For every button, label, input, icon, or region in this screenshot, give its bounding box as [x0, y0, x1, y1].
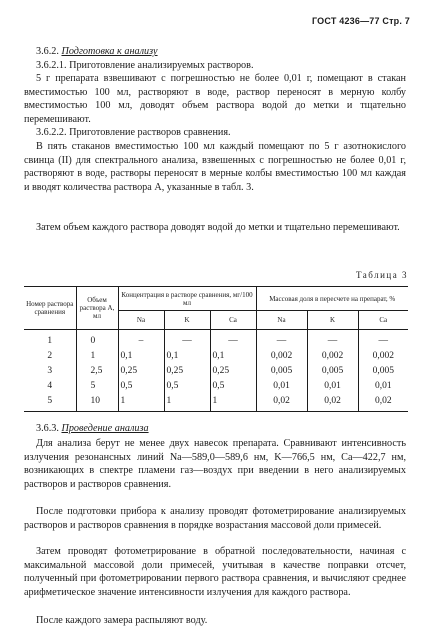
table-row: [24, 379, 408, 394]
paragraph-photometry-order: [24, 505, 406, 532]
subsection-text: 3.6.2.2. Приготовление растворов сравнения.: [36, 127, 231, 138]
table-row: [24, 330, 408, 350]
table-cell: 0,25: [210, 364, 256, 379]
table-cell: 1: [24, 330, 76, 350]
paragraph-sample-preparation: [24, 72, 406, 126]
paragraph-text: После каждого замера распыляют воду.: [36, 615, 208, 626]
table-cell: 2,5: [76, 364, 118, 379]
subsection-text: 3.6.2.1. Приготовление анализируемых растворов.: [36, 60, 254, 71]
table-cell: 5: [24, 394, 76, 412]
table-cell: —: [164, 330, 210, 350]
table-cell: 2: [24, 349, 76, 364]
subheader-na: Na: [256, 311, 307, 330]
paragraph-reference-solutions: [24, 140, 406, 194]
section-heading-3-6-3: [24, 422, 406, 436]
subheader-na: Na: [118, 311, 164, 330]
table-row: [24, 349, 408, 364]
table-cell: 0,25: [118, 364, 164, 379]
section-heading-3-6-2: [24, 45, 406, 59]
table-cell: —: [358, 330, 408, 350]
table-caption: Таблица 3: [356, 270, 408, 280]
table-cell: 10: [76, 394, 118, 412]
paragraph-reverse-photometry: [24, 545, 406, 599]
section-title: Подготовка к анализу: [61, 46, 158, 57]
subheader-ca: Ca: [210, 311, 256, 330]
table-cell: 0: [76, 330, 118, 350]
column-header-volume: Объем раствора А, мл: [76, 287, 118, 330]
paragraph-text: В пять стаканов вместимостью 100 мл каждый помещают по 5 г азотнокислого свинца (II) для спектрального анализа, взвешенных с погрешностью не более 0,01 г, растворяют в воде, растворы переносят в мерные колбы вместимостью 100 мл каждая и вводят количества раствора А, указанные в табл. 3.: [24, 141, 406, 193]
table-cell: —: [256, 330, 307, 350]
table-cell: 0,5: [164, 379, 210, 394]
table-cell: 0,5: [210, 379, 256, 394]
table-cell: 0,01: [256, 379, 307, 394]
table-cell: 0,25: [164, 364, 210, 379]
table-cell: 0,005: [307, 364, 358, 379]
paragraph-volume-adjust: [24, 221, 406, 235]
paragraph-text: Затем проводят фотометрирование в обратной последовательности, начиная с максимальной массовой доли примесей, учитывая в качестве поправки отсчет, полученный при фотометрировании первого раствора сравнения, и вычисляют среднее арифметическое значение интенсивности излучения для каждого раствора.: [24, 546, 406, 598]
table-cell: —: [307, 330, 358, 350]
section-title: Проведение анализа: [61, 423, 149, 434]
reference-solutions-table: [24, 286, 408, 412]
table-cell: 0,02: [307, 394, 358, 412]
table-row: [24, 364, 408, 379]
table-cell: 0,002: [256, 349, 307, 364]
table-cell: —: [210, 330, 256, 350]
table-cell: 0,01: [358, 379, 408, 394]
table-cell: –: [118, 330, 164, 350]
subheader-k: K: [164, 311, 210, 330]
table-cell: 3: [24, 364, 76, 379]
table-cell: 0,1: [118, 349, 164, 364]
column-header-mass-fraction: Массовая доля в пересчете на препарат, %: [256, 287, 408, 311]
subsection-heading-3-6-2-2: [24, 126, 406, 140]
paragraph-text: После подготовки прибора к анализу проводят фотометрирование анализируемых растворов и растворов сравнения в порядке возрастания массовой доли примесей.: [24, 506, 406, 531]
table-cell: 0,005: [358, 364, 408, 379]
paragraph-analysis-method: [24, 437, 406, 491]
page-header: ГОСТ 4236—77 Стр. 7: [311, 16, 410, 26]
column-header-concentration: Концентрация в растворе сравнения, мг/100 мл: [118, 287, 256, 311]
table-cell: 0,1: [210, 349, 256, 364]
paragraph-text: Затем объем каждого раствора доводят водой до метки и тщательно перемешивают.: [36, 222, 400, 233]
table-cell: 1: [118, 394, 164, 412]
subheader-k: K: [307, 311, 358, 330]
table-cell: 0,002: [307, 349, 358, 364]
paragraph-text: Для анализа берут не менее двух навесок препарата. Сравнивают интенсивность излучения резонансных линий Na—589,0—589,6 нм, K—766,5 нм, Ca—422,7 нм, возникающих в спектре пламени газ—воздух при введении в него анализируемых растворов и растворов сравнения.: [24, 438, 406, 490]
table-row: [24, 394, 408, 412]
table-cell: 0,01: [307, 379, 358, 394]
section-number: 3.6.3.: [36, 423, 59, 434]
table-cell: 0,1: [164, 349, 210, 364]
paragraph-text: 5 г препарата взвешивают с погрешностью не более 0,01 г, помещают в стакан вместимостью 100 мл, растворяют в воде, раствор переносят в мерную колбу вместимостью 100 мл, доводят объем раствора водой до метки и тщательно перемешивают.: [24, 73, 406, 125]
section-number: 3.6.2.: [36, 46, 59, 57]
subheader-ca: Ca: [358, 311, 408, 330]
table-cell: 1: [164, 394, 210, 412]
table-cell: 0,02: [358, 394, 408, 412]
table-cell: 0,002: [358, 349, 408, 364]
column-header-number: Номер раствора сравнения: [24, 287, 76, 330]
table-cell: 1: [210, 394, 256, 412]
table-cell: 0,005: [256, 364, 307, 379]
paragraph-spray-water: [24, 614, 406, 628]
table-cell: 1: [76, 349, 118, 364]
subsection-heading-3-6-2-1: [24, 59, 406, 73]
table-cell: 0,5: [118, 379, 164, 394]
table-cell: 4: [24, 379, 76, 394]
table-cell: 0,02: [256, 394, 307, 412]
table-cell: 5: [76, 379, 118, 394]
